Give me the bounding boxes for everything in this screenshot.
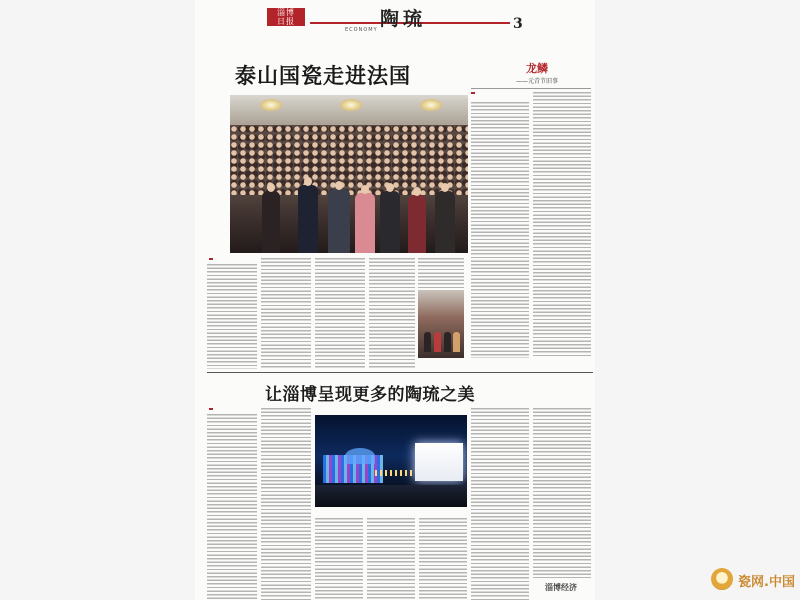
article2-text-column	[471, 408, 529, 600]
newspaper-page	[195, 0, 595, 600]
sidebar-text-column	[471, 102, 529, 358]
photo-person	[444, 332, 451, 352]
sidebar-text-column	[533, 92, 591, 358]
photo-person	[328, 189, 350, 253]
sidebar-title: 龙鳞	[526, 62, 548, 75]
photo-person	[262, 191, 280, 253]
photo-person	[434, 332, 441, 352]
sidebar-rule	[471, 88, 591, 89]
article2-text-column	[367, 518, 415, 600]
article2-text-column	[261, 408, 311, 600]
chandelier-icon	[420, 99, 442, 111]
newspaper-logo: 淄博 日报	[267, 8, 305, 26]
photo-person-head	[335, 181, 343, 190]
sidebar-subtitle: ——元青节旧事	[516, 78, 559, 85]
photo-street-lights	[375, 470, 415, 476]
article1-text-column	[418, 258, 464, 288]
article1-text-column	[315, 258, 365, 369]
article2-headline: 让淄博呈现更多的陶琉之美	[265, 385, 475, 405]
watermark-logo-icon	[711, 568, 733, 590]
photo-audience	[230, 125, 468, 195]
photo-ground	[315, 485, 467, 507]
photo-person	[453, 332, 460, 352]
article1-small-photo	[418, 290, 464, 358]
page-number: 3	[513, 16, 523, 32]
article1-text-column	[207, 264, 257, 369]
article2-text-column	[419, 518, 467, 600]
photo-person	[380, 191, 400, 253]
photo-person	[435, 191, 455, 253]
photo-building-white	[415, 443, 463, 481]
photo-person-head	[304, 177, 312, 186]
page-margin-right	[595, 0, 800, 600]
photo-building-dome	[345, 448, 375, 464]
chandelier-icon	[340, 99, 362, 111]
section-title: 陶琉	[380, 8, 427, 30]
section-divider	[207, 372, 593, 373]
photo-person-head	[441, 183, 449, 192]
photo-person	[355, 193, 375, 253]
section-subtitle: ECONOMY	[345, 27, 378, 33]
article1-text-column	[261, 258, 311, 369]
byline-tag	[471, 92, 475, 94]
photo-person-head	[413, 187, 421, 196]
byline-tag	[209, 258, 213, 260]
article1-headline: 泰山国瓷走进法国	[235, 63, 411, 88]
photo-person	[408, 195, 426, 253]
article2-photo	[315, 415, 467, 507]
sidebar-column	[471, 58, 593, 368]
photo-person-head	[267, 183, 275, 192]
chandelier-icon	[260, 99, 282, 111]
byline-tag	[209, 408, 213, 410]
article1-photo	[230, 95, 468, 253]
photo-person	[298, 185, 318, 253]
article1-text-column	[369, 258, 415, 369]
photo-person-head	[361, 185, 369, 194]
article2-text-column	[533, 408, 591, 578]
article2-text-column	[207, 414, 257, 600]
footer-section-tag: 淄博经济	[545, 582, 577, 592]
photo-person	[424, 332, 431, 352]
photo-person-head	[386, 183, 394, 192]
masthead	[195, 0, 595, 50]
article2-text-column	[315, 518, 363, 600]
page-margin-left	[0, 0, 195, 600]
watermark-text: 瓷网.中国	[738, 575, 795, 590]
watermark	[708, 565, 800, 595]
